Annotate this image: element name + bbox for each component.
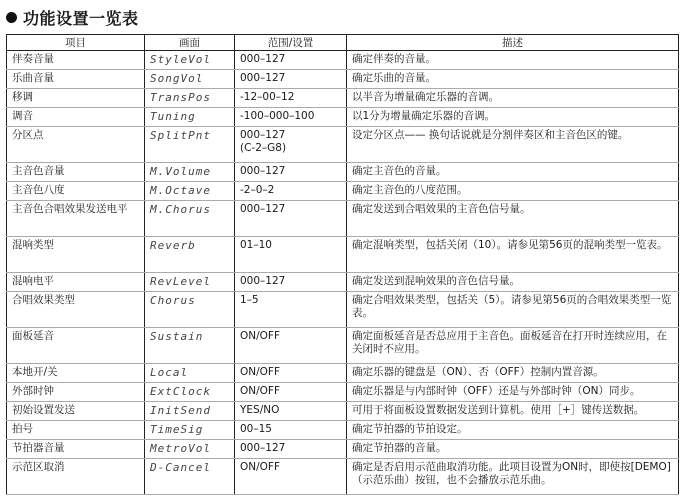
cell-item: 外部时钟 [7, 383, 145, 402]
table-row [7, 51, 679, 70]
cell-item: 示范区取消 [7, 459, 145, 495]
table-row [7, 383, 679, 402]
table-row [7, 364, 679, 383]
header-item: 项目 [7, 35, 145, 51]
cell-description: 确定发送到合唱效果的主音色信号量。 [347, 201, 679, 237]
cell-description: 确定发送到混响效果的音色信号量。 [347, 273, 679, 292]
cell-range: 000–127 (C-2–G8) [235, 127, 347, 163]
cell-description: 确定乐器的键盘是（ON）、否（OFF）控制内置音源。 [347, 364, 679, 383]
cell-screen: InitSend [145, 402, 235, 421]
cell-description: 确定混响类型，包括关闭（10）。请参见第56页的混响类型一览表。 [347, 237, 679, 273]
table-row [7, 328, 679, 364]
cell-item: 混响电平 [7, 273, 145, 292]
cell-description: 确定主音色的八度范围。 [347, 182, 679, 201]
header-screen: 画面 [145, 35, 235, 51]
cell-description: 确定节拍器的音量。 [347, 440, 679, 459]
cell-screen: SplitPnt [145, 127, 235, 163]
cell-screen: TimeSig [145, 421, 235, 440]
cell-screen: Reverb [145, 237, 235, 273]
cell-range: 000–127 [235, 51, 347, 70]
cell-description: 确定面板延音是否总应用于主音色。面板延音在打开时连续应用，在关闭时不应用。 [347, 328, 679, 364]
cell-description: 确定乐曲的音量。 [347, 70, 679, 89]
table-row [7, 459, 679, 495]
cell-description: 以1分为增量确定乐器的音调。 [347, 108, 679, 127]
cell-item: 乐曲音量 [7, 70, 145, 89]
cell-description: 确定乐器是与内部时钟（OFF）还是与外部时钟（ON）同步。 [347, 383, 679, 402]
table-row [7, 273, 679, 292]
cell-item: 面板延音 [7, 328, 145, 364]
page-title-row [4, 6, 139, 28]
cell-screen: M.Volume [145, 163, 235, 182]
cell-screen: Tuning [145, 108, 235, 127]
cell-screen: M.Chorus [145, 201, 235, 237]
table-row [7, 440, 679, 459]
table-row [7, 421, 679, 440]
cell-description: 确定伴奏的音量。 [347, 51, 679, 70]
cell-range: -12–00–12 [235, 89, 347, 108]
cell-screen: RevLevel [145, 273, 235, 292]
cell-item: 主音色八度 [7, 182, 145, 201]
cell-range: YES/NO [235, 402, 347, 421]
cell-range: 000–127 [235, 163, 347, 182]
cell-item: 主音色合唱效果发送电平 [7, 201, 145, 237]
table-row [7, 182, 679, 201]
cell-item: 初始设置发送 [7, 402, 145, 421]
cell-item: 伴奏音量 [7, 51, 145, 70]
table-row [7, 402, 679, 421]
cell-range: 01–10 [235, 237, 347, 273]
table-row [7, 237, 679, 273]
cell-range: ON/OFF [235, 364, 347, 383]
cell-screen: D-Cancel [145, 459, 235, 495]
cell-range: ON/OFF [235, 328, 347, 364]
table-body [7, 51, 679, 495]
table-row [7, 70, 679, 89]
page-title: 功能设置一览表 [23, 8, 139, 28]
cell-range: 00–15 [235, 421, 347, 440]
function-settings-table [6, 34, 679, 495]
cell-range: ON/OFF [235, 459, 347, 495]
cell-range: 000–127 [235, 273, 347, 292]
cell-description: 设定分区点—— 换句话说就是分割伴奏区和主音色区的键。 [347, 127, 679, 163]
cell-range: -100–000–100 [235, 108, 347, 127]
header-description: 描述 [347, 35, 679, 51]
cell-range: 000–127 [235, 201, 347, 237]
table-header-row [7, 35, 679, 51]
cell-range: 1–5 [235, 292, 347, 328]
cell-description: 可用于将面板设置数据发送到计算机。使用［+］键传送数据。 [347, 402, 679, 421]
bullet-icon [6, 12, 17, 23]
cell-description: 确定是否启用示范曲取消功能。此项目设置为ON时，即使按[DEMO]（示范乐曲）按钮，也不会播放示范乐曲。 [347, 459, 679, 495]
cell-range: ON/OFF [235, 383, 347, 402]
cell-item: 节拍器音量 [7, 440, 145, 459]
cell-range: 000–127 [235, 440, 347, 459]
cell-screen: M.Octave [145, 182, 235, 201]
cell-range: 000–127 [235, 70, 347, 89]
cell-item: 移调 [7, 89, 145, 108]
table-row [7, 163, 679, 182]
table-row [7, 89, 679, 108]
cell-item: 混响类型 [7, 237, 145, 273]
cell-item: 主音色音量 [7, 163, 145, 182]
cell-screen: Local [145, 364, 235, 383]
table-row [7, 127, 679, 163]
header-range: 范围/设置 [235, 35, 347, 51]
cell-screen: TransPos [145, 89, 235, 108]
table-row [7, 292, 679, 328]
table-row [7, 108, 679, 127]
table-row [7, 201, 679, 237]
cell-screen: MetroVol [145, 440, 235, 459]
cell-screen: SongVol [145, 70, 235, 89]
cell-item: 分区点 [7, 127, 145, 163]
cell-description: 以半音为增量确定乐器的音调。 [347, 89, 679, 108]
cell-item: 本地开/关 [7, 364, 145, 383]
cell-description: 确定合唱效果类型，包括关（5）。请参见第56页的合唱效果类型一览表。 [347, 292, 679, 328]
cell-item: 拍号 [7, 421, 145, 440]
cell-screen: Sustain [145, 328, 235, 364]
cell-description: 确定主音色的音量。 [347, 163, 679, 182]
cell-screen: Chorus [145, 292, 235, 328]
cell-screen: StyleVol [145, 51, 235, 70]
cell-item: 调音 [7, 108, 145, 127]
cell-description: 确定节拍器的节拍设定。 [347, 421, 679, 440]
cell-range: -2–0–2 [235, 182, 347, 201]
cell-screen: ExtClock [145, 383, 235, 402]
cell-item: 合唱效果类型 [7, 292, 145, 328]
